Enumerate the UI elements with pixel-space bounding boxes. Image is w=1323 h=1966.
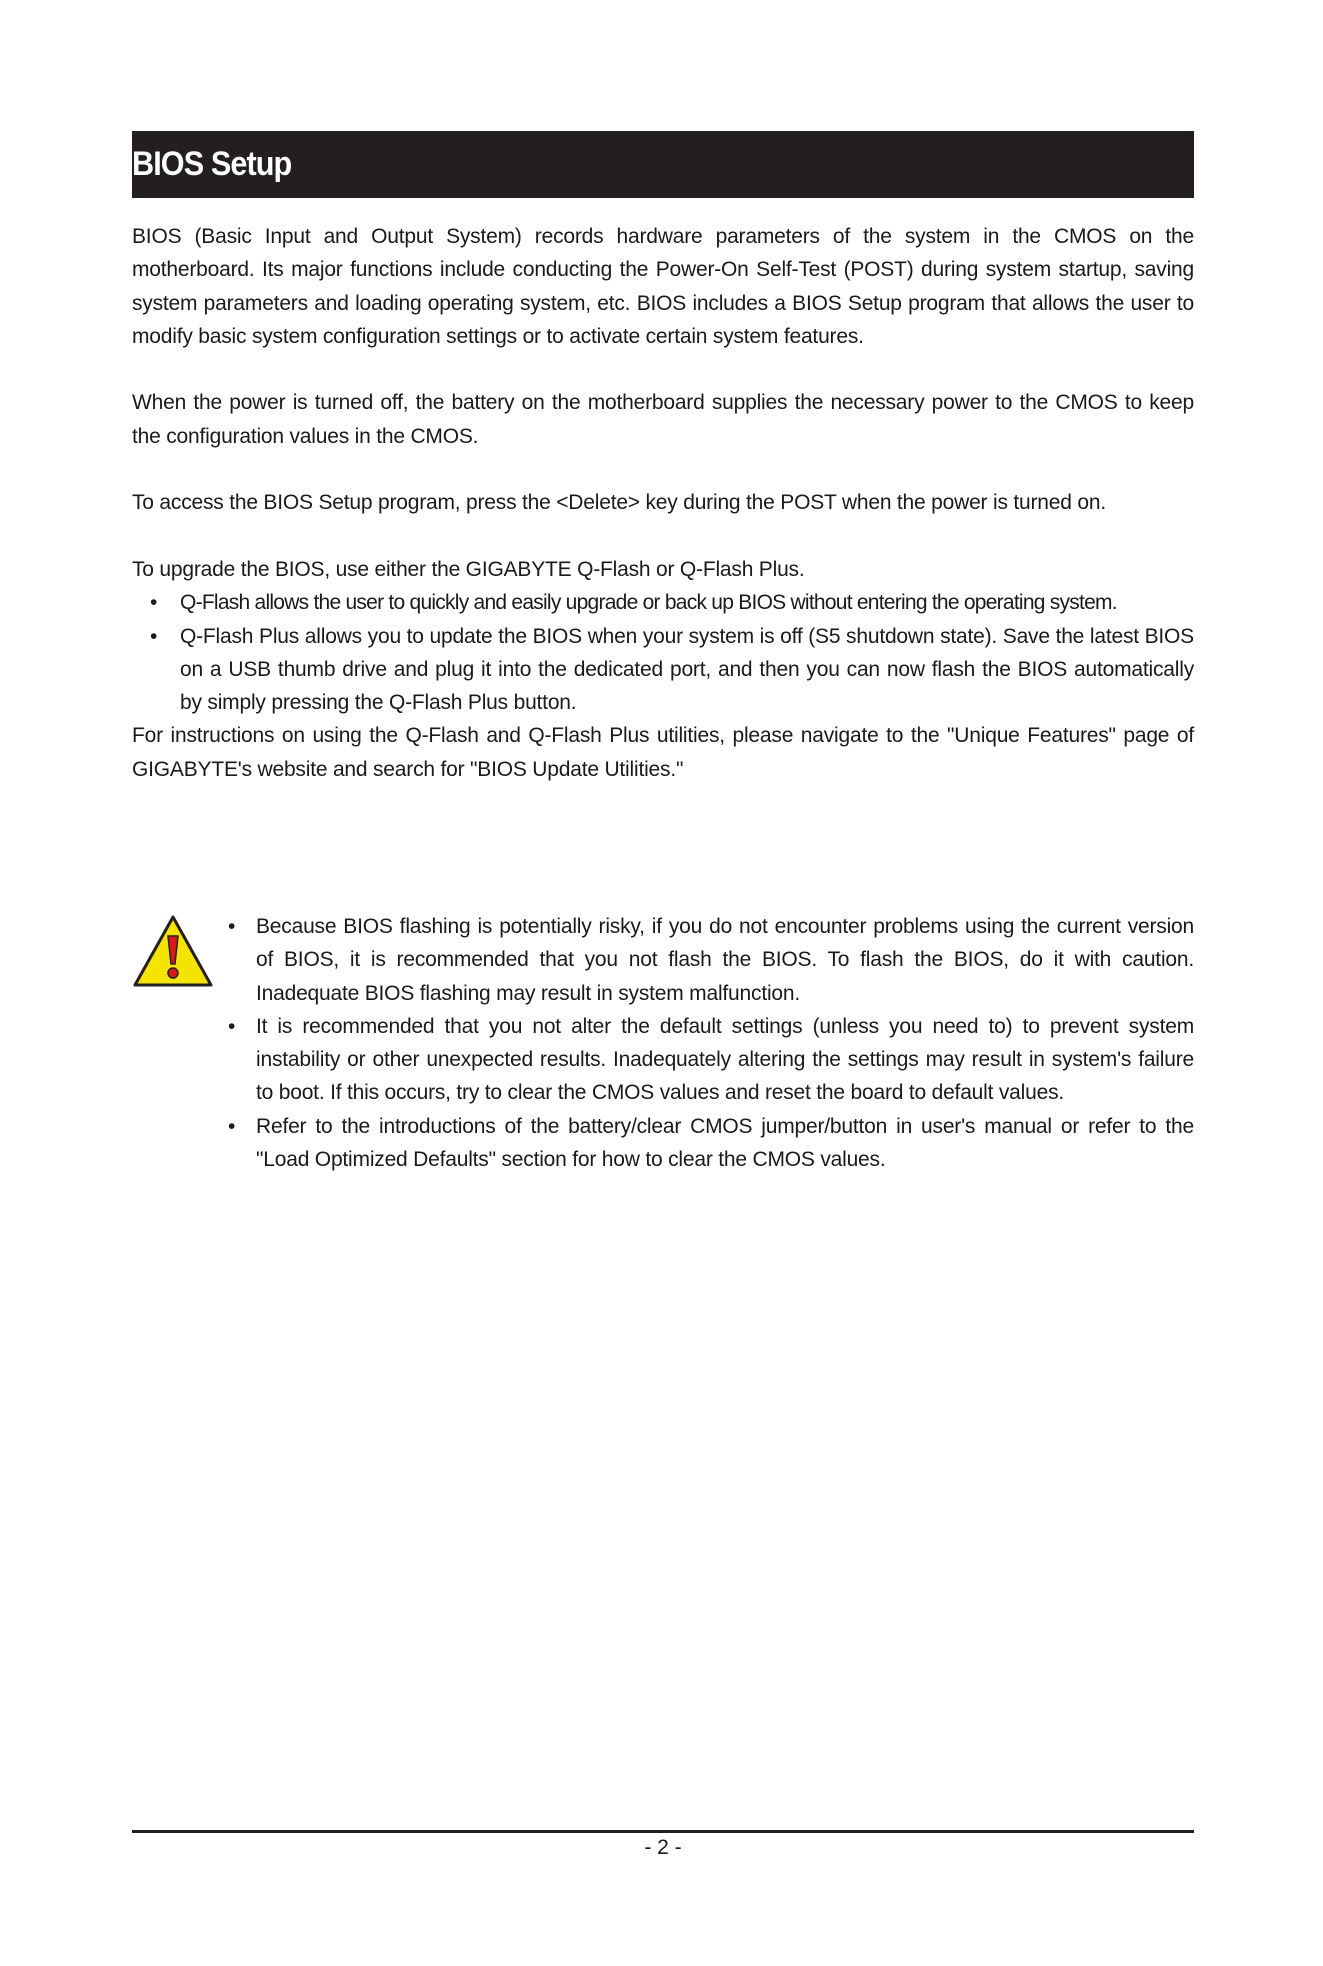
page-title: BIOS Setup	[132, 145, 292, 183]
access-paragraph: To access the BIOS Setup program, press the <Delete> key during the POST when the power is turned on.	[132, 491, 1106, 515]
bullet-icon: •	[150, 624, 158, 648]
instructions-paragraph: For instructions on using the Q-Flash and Q-Flash Plus utilities, please navigate to the "Unique Features" page of GIGABYTE's website and search for "BIOS Update Utilities."	[132, 724, 1194, 781]
bullet-icon: •	[150, 591, 158, 615]
footer-divider	[132, 1830, 1194, 1833]
bullet-icon: •	[228, 1114, 236, 1138]
warning-bullet-list	[226, 910, 1194, 1176]
page-number: - 2 -	[644, 1836, 682, 1859]
body-text	[132, 220, 1194, 786]
list-item	[226, 1110, 1194, 1177]
list-item	[226, 1010, 1194, 1110]
bullet-icon: •	[228, 915, 236, 938]
bullet-icon: •	[228, 1014, 236, 1038]
upgrade-bullet-list	[132, 586, 1194, 719]
upgrade-paragraph: To upgrade the BIOS, use either the GIGABYTE Q-Flash or Q-Flash Plus.	[132, 557, 805, 581]
bullet-text: Refer to the introductions of the battery/clear CMOS jumper/button in user's manual or refer to the "Load Optimized Defaults" section for how to clear the CMOS values.	[256, 1114, 1194, 1172]
power-paragraph: When the power is turned off, the battery on the motherboard supplies the necessary power to the CMOS to keep the configuration values in the CMOS.	[132, 391, 1194, 448]
list-item	[132, 620, 1194, 720]
warning-triangle-icon	[132, 914, 214, 988]
page-content	[132, 131, 1194, 786]
section-title-bar	[132, 131, 1194, 198]
bullet-text: Because BIOS flashing is potentially risky, if you do not encounter problems using the current version of BIOS, it is recommended that you not flash the BIOS. To flash the BIOS, do it with caution. Inadequate BIOS flashing may result in system malfunction.	[256, 915, 1194, 1005]
bullet-text: It is recommended that you not alter the default settings (unless you need to) to prevent system instability or other unexpected results. Inadequately altering the settings may result in system's failure to boot. If this occurs, try to clear the CMOS values and reset the board to default values.	[256, 1014, 1194, 1105]
warning-block	[132, 910, 1194, 1176]
bullet-text: Q-Flash Plus allows you to update the BIOS when your system is off (S5 shutdown state). Save the latest BIOS on a USB thumb drive and plug it into the dedicated port, and then you can now flash the BIOS automatically by simply pressing the Q-Flash Plus button.	[180, 624, 1194, 715]
list-item	[226, 910, 1194, 1010]
bullet-text: Q-Flash allows the user to quickly and easily upgrade or back up BIOS without entering the operating system.	[180, 591, 1117, 615]
intro-paragraph: BIOS (Basic Input and Output System) records hardware parameters of the system in the CMOS on the motherboard. Its major functions include conducting the Power-On Self-Test (POST) during system startup, saving system parameters and loading operating system, etc. BIOS includes a BIOS Setup program that allows the user to modify basic system configuration settings or to activate certain system features.	[132, 225, 1194, 348]
list-item	[132, 586, 1194, 619]
